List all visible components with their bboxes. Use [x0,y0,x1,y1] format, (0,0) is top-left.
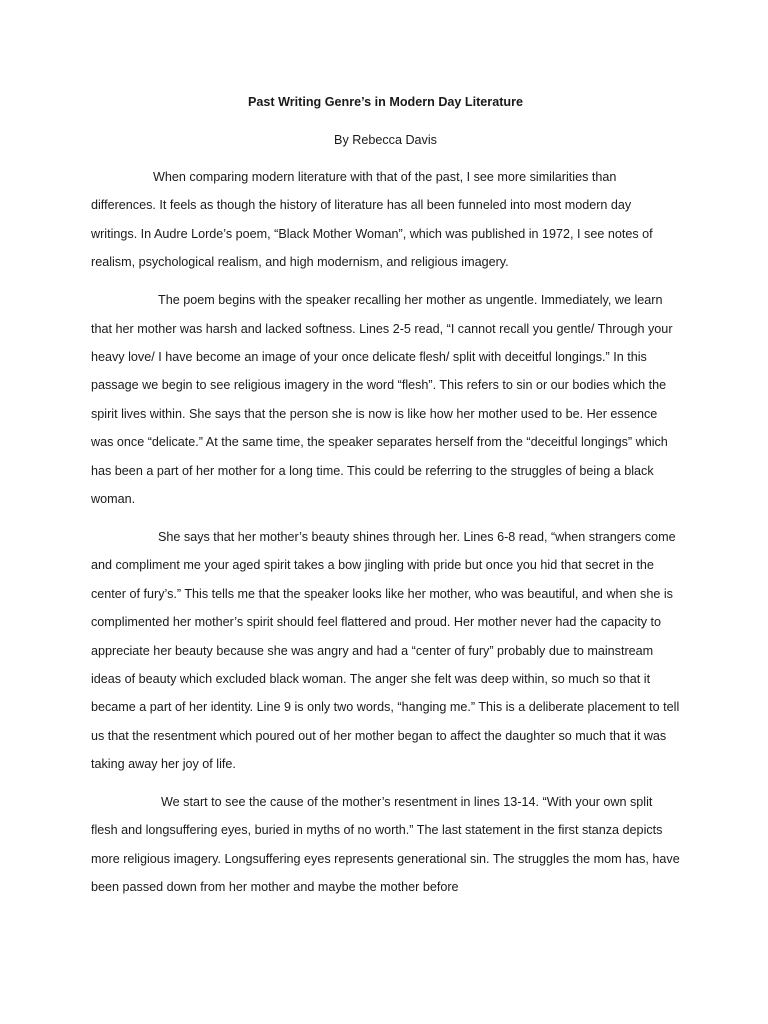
paragraph-1: When comparing modern literature with that of the past, I see more similarities than differences. It feels as though the history of literature has all been funneled into most modern day writings. In Audre Lorde’s poem, “Black Mother Woman”, which was published in 1972, I see notes of realism, psychological realism, and high modernism, and religious imagery. [91,170,653,270]
document-title: Past Writing Genre’s in Modern Day Literature [247,95,524,109]
paragraph-4: We start to see the cause of the mother’s resentment in lines 13-14. “With your own split flesh and longsuffering eyes, buried in myths of no worth.” The last statement in the first stanza depicts more religious imagery. Longsuffering eyes represents generational sin. The struggles the mom has, have been passed down from her mother and maybe the mother before [91,795,680,895]
document-author: By Rebecca Davis [334,132,437,147]
paragraph-3: She says that her mother’s beauty shines through her. Lines 6-8 read, “when strangers come and compliment me your aged spirit takes a bow jingling with pride but once you hid that secret in the center of fury’s.” This tells me that the speaker looks like her mother, who was beautiful, and when she is complimented her mother’s spirit should feel flattered and proud. Her mother never had the capacity to appreciate her beauty because she was angry and had a “center of fury” probably due to mainstream ideas of beauty which excluded black woman. The anger she felt was deep within, so much so that it became a part of her identity. Line 9 is only two words, “hanging me.” This is a deliberate placement to tell us that the resentment which poured out of her mother began to affect the daughter so much that it was taking away her joy of life. [91,529,680,772]
paragraph-2: The poem begins with the speaker recalling her mother as ungentle. Immediately, we learn that her mother was harsh and lacked softness. Lines 2-5 read, “I cannot recall you gentle/ Through your heavy love/ I have become an image of your once delicate flesh/ split with deceitful longings.” In this passage we begin to see religious imagery in the word “flesh”. This refers to sin or our bodies which the spirit lives within. She says that the person she is now is like how her mother used to be. Her essence was once “delicate.” At the same time, the speaker separates herself from the “deceitful longings” which has been a part of her mother for a long time. This could be referring to the struggles of being a black woman. [91,293,673,506]
